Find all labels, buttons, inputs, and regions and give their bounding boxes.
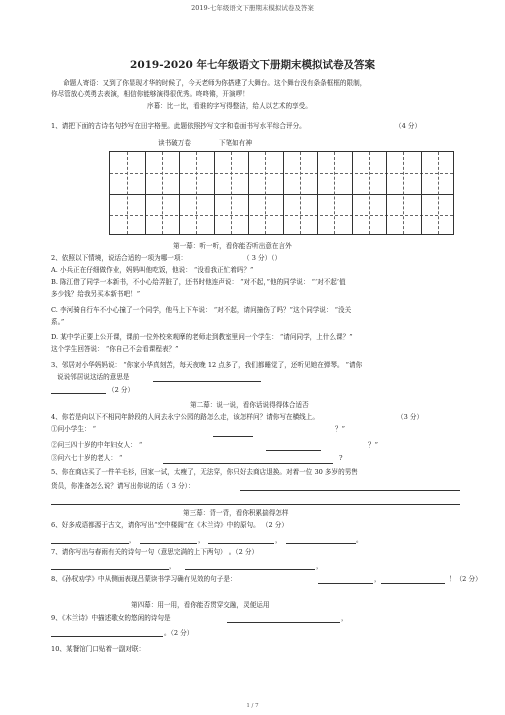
q4-text: 4、你若是向以下不相同年龄段的人问去永宁公园的路怎么走，该怎样问？请你写在横线上。 bbox=[51, 413, 319, 421]
q2-option-d-line-2: 这个学生回答说： “你自己不会看课程表？” bbox=[51, 345, 179, 353]
q1-phrase-1: 读书破万卷 bbox=[158, 139, 191, 147]
q10-text: 10、某餐馆门口贴着一副对联： bbox=[51, 645, 146, 653]
q4-answer-3[interactable] bbox=[163, 463, 333, 464]
page-number: 1 / 7 bbox=[246, 703, 259, 709]
q8-score: ！（2 分） bbox=[449, 575, 482, 583]
q2-option-b-line-1: B. 陈江借了同学一本新书，不小心给弄脏了，还书时他连声说： “对不起，”他的同学说： “‘对不起’值 bbox=[51, 278, 346, 286]
q5-answer-line-2[interactable] bbox=[51, 504, 460, 505]
q4-item-2-end: ？” bbox=[368, 441, 378, 449]
q1-score: （4 分） bbox=[395, 122, 422, 130]
q9-score: 。（2 分） bbox=[164, 629, 194, 637]
q7-answer-2[interactable] bbox=[185, 569, 315, 570]
page-title: 2019-2020 年七年级语文下册期末模拟试卷及答案 bbox=[130, 59, 375, 71]
q6-answer-1[interactable] bbox=[51, 543, 129, 544]
q5-answer-line-1[interactable] bbox=[240, 490, 460, 491]
q6-text: 6、好多成语都源于古文，请你写出“空中楼阁”在《木兰诗》中的原句。 （2 分） bbox=[51, 521, 288, 529]
q8-text: 8、《孙权劝学》中从侧面表现吕蒙读书学习确有见效的句子是： bbox=[51, 575, 237, 583]
q6-sep-4: 。 bbox=[356, 536, 363, 544]
q4-answer-2[interactable] bbox=[266, 450, 321, 451]
q2-score: （ 3 分）（） bbox=[243, 254, 282, 262]
q2-option-c-line-2: 系。” bbox=[51, 318, 65, 326]
q2-text: 2、依照以下情境，说话合适的一项为哪一项： bbox=[51, 254, 188, 262]
q3-answer-line-2[interactable] bbox=[51, 393, 106, 394]
q7-sep: ， bbox=[169, 562, 176, 570]
q3-text-line-2: 说说邻居说这话的意思是 bbox=[57, 373, 130, 381]
q6-sep-3: ， bbox=[275, 536, 282, 544]
q4-item-1: ①问小学生： “ bbox=[51, 425, 97, 433]
q9-text: 9、《木兰诗》中描述歌女的悠闲的诗句是 bbox=[51, 614, 171, 622]
q8-answer-2[interactable] bbox=[381, 583, 445, 584]
q6-answer-3[interactable] bbox=[208, 543, 274, 544]
q4-item-1-end: ？” bbox=[335, 425, 345, 433]
q2-option-b-line-2: 多少钱？给我另买本新书吧！” bbox=[51, 290, 141, 298]
q6-answer-2[interactable] bbox=[140, 543, 197, 544]
intro-line-1: 命题人寄语：又到了你显现才华的时候了，今天老师为你搭建了大舞台。这个舞台没有条条框框的限制， bbox=[63, 79, 367, 87]
q7-text: 7、请你写出与春雨有关的诗句一句（意思完满的上下两句） 。（2 分） bbox=[51, 548, 259, 556]
q4-item-3-end: ? bbox=[339, 454, 343, 462]
q2-option-a: A. 小兵正在仔细做作业，妈妈叫他吃饭，他说： “没看我正忙着吗？” bbox=[51, 266, 254, 274]
q6-answer-4[interactable] bbox=[286, 543, 356, 544]
q6-sep-2: ， bbox=[198, 536, 205, 544]
q2-option-d-line-1: D. 某中学正要上公开课，课前一位外校来观摩的老师走到教室里问一个学生： “请问同学，上什么课？” bbox=[51, 333, 353, 341]
q8-sep: ， bbox=[374, 575, 381, 583]
section-1-heading: 第一幕：听一听，看你能否听出意在言外 bbox=[173, 242, 292, 250]
q3-answer-line-1[interactable] bbox=[153, 381, 261, 382]
q4-item-3: ③问六七十岁的老人： “ bbox=[51, 454, 123, 462]
intro-line-3: 序幕：比一比，看谁的字写得整洁，给人以艺术的享受。 bbox=[147, 102, 312, 110]
q3-score: （2 分） bbox=[108, 386, 135, 394]
section-2-heading: 第二幕：说一说，看你话说得得体合适否 bbox=[190, 401, 309, 409]
q4-score: （3 分） bbox=[397, 413, 424, 421]
q9-sep: ， bbox=[341, 614, 348, 622]
q5-text: 5、你在商店买了一件羊毛衫，回家一试，太瘦了，无法穿，你只好去商店退换。对着一位 30 多岁的男售 bbox=[51, 468, 358, 476]
q1-text: 1、请把下面的古诗名句抄写在田字格里。此题依照抄写文字和卷面书写水平综合评分。 bbox=[51, 122, 306, 130]
q9-answer-1[interactable] bbox=[227, 622, 340, 623]
q7-answer-1[interactable] bbox=[51, 569, 169, 570]
running-header: 2019-七年级语文下册期末模拟试卷及答案 bbox=[191, 4, 314, 12]
q8-answer-1[interactable] bbox=[318, 583, 373, 584]
q9-answer-2[interactable] bbox=[51, 636, 163, 637]
q7-end: ， bbox=[316, 562, 323, 570]
section-3-heading: 第三幕：背一背，看你积累揣得怎样 bbox=[183, 509, 289, 517]
q2-option-c-line-1: C. 李河骑自行车不小心撞了一个同学，他马上下车说： “对不起，请问撞伤了吗？”这个同学说： “没关 bbox=[51, 306, 352, 314]
q6-sep-1: ， bbox=[129, 536, 136, 544]
intro-line-2: 你尽管放心英勇去表演，相信你能够演得很优秀。咚咚锵，开演啰！ bbox=[51, 90, 249, 98]
q4-item-2: ②问三四十岁的中年妇女人： “ bbox=[51, 441, 143, 449]
q1-phrase-2: 下笔如有神 bbox=[219, 139, 252, 147]
q3-text: 3、邻居对小华妈妈说： “你家小华真刻苦，每天夜晚 12 点多了，我们都睡觉了，还听见她在弹琴。 ”请你 bbox=[51, 361, 363, 369]
section-4-heading: 第四幕：用一用，看你能否贯穿交融，灵便运用 bbox=[131, 601, 270, 609]
q5-text-line-2: 货员，你准备怎么说？请写出你说的话（ 3 分）： bbox=[51, 482, 195, 490]
tianzige-grid[interactable] bbox=[109, 151, 454, 235]
q4-answer-1[interactable] bbox=[213, 436, 253, 437]
